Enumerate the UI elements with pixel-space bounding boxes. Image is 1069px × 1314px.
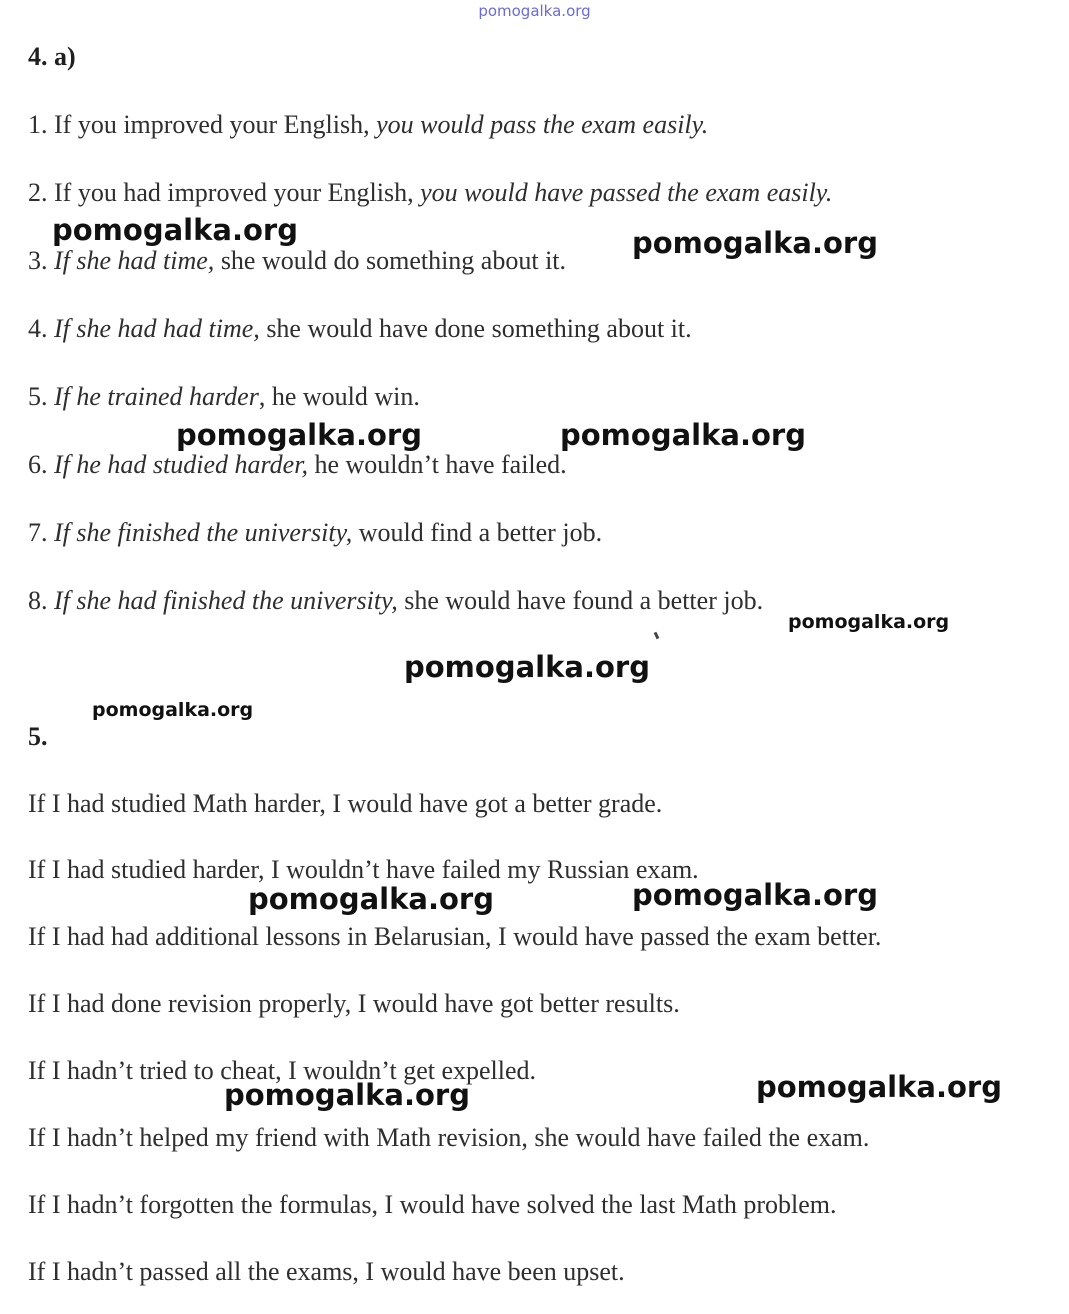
section-4-heading: 4. a) (28, 42, 76, 71)
watermark: pomogalka.org (224, 1078, 470, 1112)
s4-line-1: 1. If you improved your English, you would pass the exam easily. (28, 110, 709, 139)
top-watermark: pomogalka.org (478, 2, 591, 20)
watermark: pomogalka.org (92, 699, 254, 721)
watermark: pomogalka.org (560, 418, 806, 452)
watermark: pomogalka.org (756, 1070, 1002, 1104)
watermark: pomogalka.org (52, 213, 298, 247)
s5-line-3: If I had had additional lessons in Belarusian, I would have passed the exam better. (28, 922, 882, 951)
s4-line-5: 5. If he trained harder, he would win. (28, 382, 420, 411)
watermark: pomogalka.org (632, 226, 878, 260)
s4-line-6: 6. If he had studied harder, he wouldn’t have failed. (28, 450, 567, 479)
watermark: pomogalka.org (788, 611, 950, 633)
watermark: pomogalka.org (176, 418, 422, 452)
s5-line-5: If I hadn’t tried to cheat, I wouldn’t get expelled. (28, 1056, 537, 1085)
s5-line-4: If I had done revision properly, I would have got better results. (28, 989, 680, 1018)
s5-line-8: If I hadn’t passed all the exams, I would have been upset. (28, 1257, 625, 1286)
watermark: pomogalka.org (248, 882, 494, 916)
s4-line-2: 2. If you had improved your English, you would have passed the exam easily. (28, 178, 833, 207)
s4-line-4: 4. If she had had time, she would have done something about it. (28, 314, 692, 343)
watermark: pomogalka.org (404, 650, 650, 684)
s5-line-2: If I had studied harder, I wouldn’t have failed my Russian exam. (28, 855, 699, 884)
s5-line-1: If I had studied Math harder, I would have got a better grade. (28, 789, 663, 818)
s4-line-8: 8. If she had finished the university, she would have found a better job. (28, 586, 764, 615)
s5-line-7: If I hadn’t forgotten the formulas, I would have solved the last Math problem. (28, 1190, 837, 1219)
s4-line-3: 3. If she had time, she would do something about it. (28, 246, 567, 275)
section-5-heading: 5. (28, 722, 48, 751)
stray-mark (654, 632, 660, 640)
s4-line-7: 7. If she finished the university, would find a better job. (28, 518, 603, 547)
s5-line-6: If I hadn’t helped my friend with Math revision, she would have failed the exam. (28, 1123, 870, 1152)
watermark: pomogalka.org (632, 878, 878, 912)
